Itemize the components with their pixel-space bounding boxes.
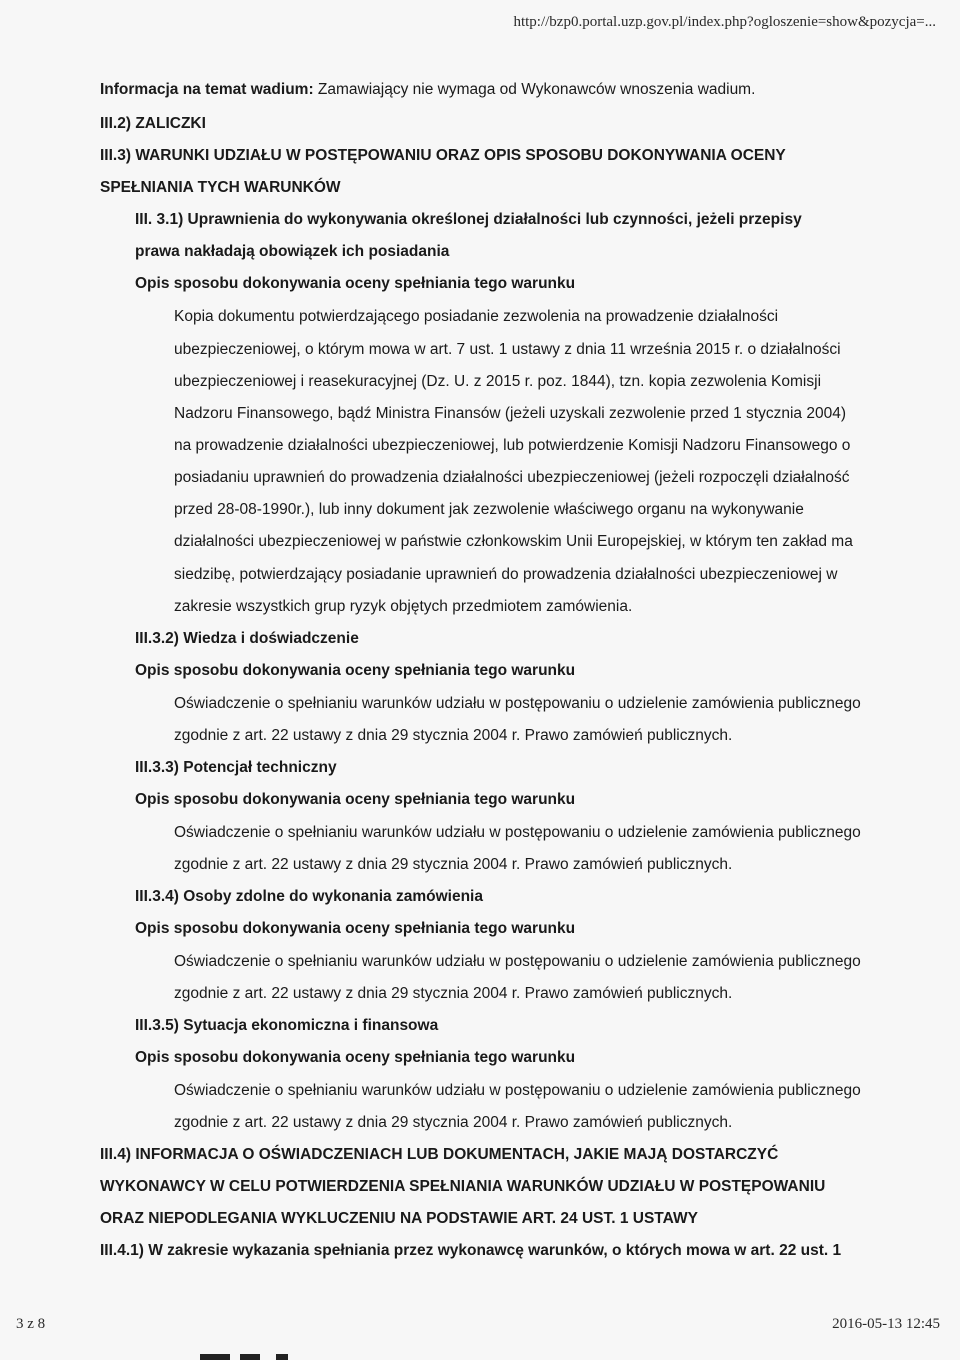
section-3-3-4-title: III.3.4) Osoby zdolne do wykonania zamówienia <box>135 888 483 905</box>
section-3-3-5-title: III.3.5) Sytuacja ekonomiczna i finansowa <box>135 1017 439 1034</box>
scan-artifact <box>200 1354 230 1360</box>
page-url: http://bzp0.portal.uzp.gov.pl/index.php?ogloszenie=show&pozycja=... <box>513 14 936 30</box>
section-3-3-3-text-line: zgodnie z art. 22 ustawy z dnia 29 stycznia 2004 r. Prawo zamówień publicznych. <box>174 856 733 873</box>
section-3-3-1-opis-heading: Opis sposobu dokonywania oceny spełniania tego warunku <box>135 275 576 292</box>
section-3-3-1-text-line: posiadaniu uprawnień do prowadzenia działalności ubezpieczeniowej (jeżeli rozpoczęli działalność <box>174 469 850 486</box>
section-3-3-heading-line1: III.3) WARUNKI UDZIAŁU W POSTĘPOWANIU ORAZ OPIS SPOSOBU DOKONYWANIA OCENY <box>100 147 786 164</box>
scan-artifact <box>240 1354 260 1360</box>
section-3-3-1-text-line: na prowadzenie działalności ubezpieczeniowej, lub potwierdzenie Komisji Nadzoru Finansowego o <box>174 437 851 454</box>
section-3-3-1-title-line1: III. 3.1) Uprawnienia do wykonywania określonej działalności lub czynności, jeżeli przepisy <box>135 211 802 228</box>
section-3-3-3-text-line: Oświadczenie o spełnianiu warunków udziału w postępowaniu o udzielenie zamówienia publicznego <box>174 824 861 841</box>
section-3-3-2-text-line: zgodnie z art. 22 ustawy z dnia 29 stycznia 2004 r. Prawo zamówień publicznych. <box>174 727 733 744</box>
section-3-2-heading: III.2) ZALICZKI <box>100 115 206 132</box>
section-3-3-2-text-line: Oświadczenie o spełnianiu warunków udziału w postępowaniu o udzielenie zamówienia publicznego <box>174 695 861 712</box>
print-datetime: 2016-05-13 12:45 <box>832 1316 940 1332</box>
scan-artifact <box>276 1354 288 1360</box>
section-3-3-4-text-line: zgodnie z art. 22 ustawy z dnia 29 stycznia 2004 r. Prawo zamówień publicznych. <box>174 985 733 1002</box>
section-3-4-heading-line1: III.4) INFORMACJA O OŚWIADCZENIACH LUB DOKUMENTACH, JAKIE MAJĄ DOSTARCZYĆ <box>100 1146 779 1163</box>
section-3-3-3-opis-heading: Opis sposobu dokonywania oceny spełniania tego warunku <box>135 791 576 808</box>
section-3-3-4-opis-heading: Opis sposobu dokonywania oceny spełniania tego warunku <box>135 920 576 937</box>
section-3-3-3-title: III.3.3) Potencjał techniczny <box>135 759 337 776</box>
section-3-3-1-text-line: ubezpieczeniowej i reasekuracyjnej (Dz. U. z 2015 r. poz. 1844), tzn. kopia zezwolenia Komisji <box>174 373 822 390</box>
section-3-3-1-text-line: siedzibę, potwierdzający posiadanie uprawnień do prowadzenia działalności ubezpieczeniowej w <box>174 566 838 583</box>
section-3-3-5-text-line: Oświadczenie o spełnianiu warunków udziału w postępowaniu o udzielenie zamówienia publicznego <box>174 1082 861 1099</box>
section-3-3-5-text-line: zgodnie z art. 22 ustawy z dnia 29 stycznia 2004 r. Prawo zamówień publicznych. <box>174 1114 733 1131</box>
section-3-3-2-opis-heading: Opis sposobu dokonywania oceny spełniania tego warunku <box>135 662 576 679</box>
section-3-3-1-text-line: przed 28-08-1990r.), lub inny dokument jak zezwolenie właściwego organu na wykonywanie <box>174 501 804 518</box>
wadium-label: Informacja na temat wadium: <box>100 81 314 98</box>
section-3-3-heading-line2: SPEŁNIANIA TYCH WARUNKÓW <box>100 179 341 196</box>
page-number: 3 z 8 <box>16 1316 46 1332</box>
section-3-3-2-title: III.3.2) Wiedza i doświadczenie <box>135 630 359 647</box>
section-3-3-1-text-line: zakresie wszystkich grup ryzyk objętych przedmiotem zamówienia. <box>174 598 633 615</box>
section-3-3-4-text-line: Oświadczenie o spełnianiu warunków udziału w postępowaniu o udzielenie zamówienia publicznego <box>174 953 861 970</box>
wadium-line <box>100 80 755 100</box>
section-3-4-heading-line2: WYKONAWCY W CELU POTWIERDZENIA SPEŁNIANIA WARUNKÓW UDZIAŁU W POSTĘPOWANIU <box>100 1178 826 1195</box>
section-3-4-1-heading: III.4.1) W zakresie wykazania spełniania przez wykonawcę warunków, o których mowa w art. 22 ust. 1 <box>100 1242 842 1259</box>
section-3-3-1-title-line2: prawa nakładają obowiązek ich posiadania <box>135 243 450 260</box>
section-3-3-5-opis-heading: Opis sposobu dokonywania oceny spełniania tego warunku <box>135 1049 576 1066</box>
section-3-4-heading-line3: ORAZ NIEPODLEGANIA WYKLUCZENIU NA PODSTAWIE ART. 24 UST. 1 USTAWY <box>100 1210 698 1227</box>
section-3-3-1-text-line: Kopia dokumentu potwierdzającego posiadanie zezwolenia na prowadzenie działalności <box>174 308 779 325</box>
section-3-3-1-text-line: działalności ubezpieczeniowej w państwie członkowskim Unii Europejskiej, w którym ten zakład ma <box>174 533 853 550</box>
section-3-3-1-text-line: Nadzoru Finansowego, bądź Ministra Finansów (jeżeli uzyskali zezwolenie przed 1 stycznia 2004) <box>174 405 846 422</box>
section-3-3-1-text-line: ubezpieczeniowej, o którym mowa w art. 7 ust. 1 ustawy z dnia 11 września 2015 r. o działalności <box>174 341 841 358</box>
wadium-text: Zamawiający nie wymaga od Wykonawców wnoszenia wadium. <box>313 81 756 98</box>
